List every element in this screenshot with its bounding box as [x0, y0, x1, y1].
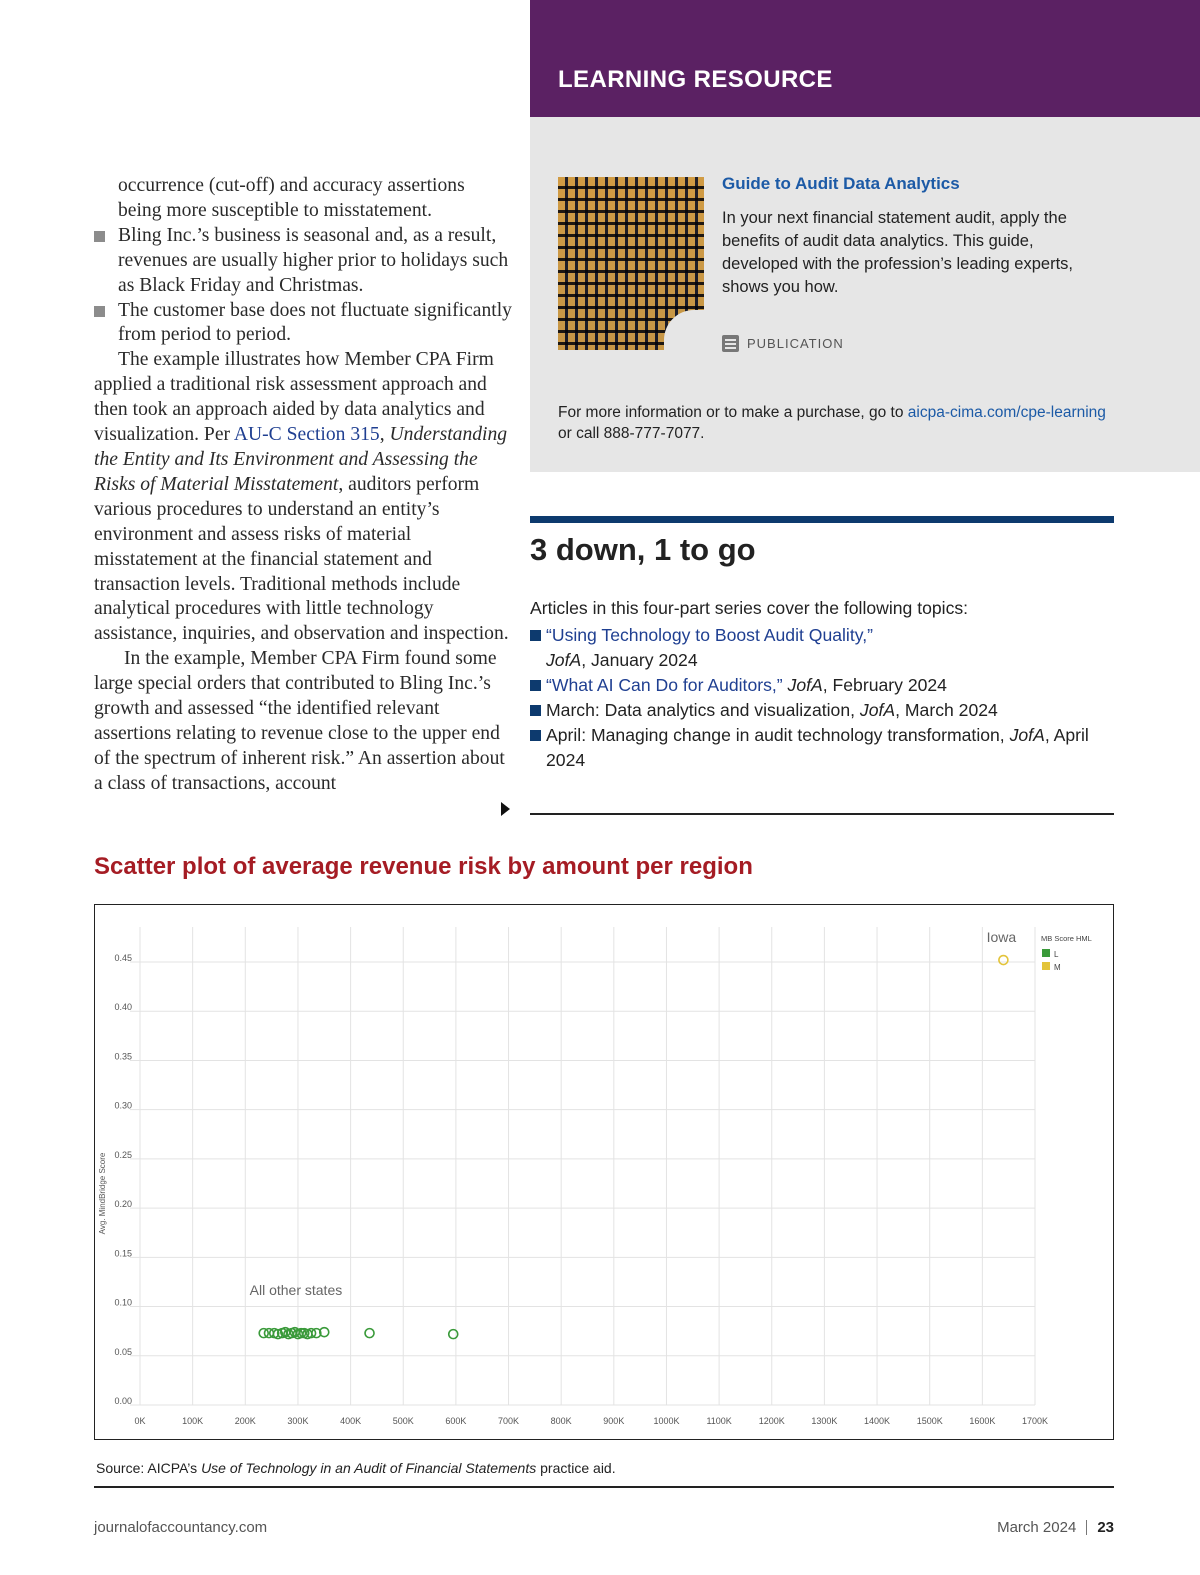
series-item — [530, 623, 1114, 673]
bullet-square-icon — [94, 306, 105, 317]
data-point-m — [999, 956, 1008, 965]
chart-heading: Scatter plot of average revenue risk by amount per region — [94, 853, 753, 880]
bullet-item — [94, 299, 512, 349]
resource-description: In your next financial statement audit, apply the benefits of audit data analytics. This guide, developed with the profession’s leading experts, shows you how. — [722, 209, 1074, 296]
resource-type-label: PUBLICATION — [747, 336, 844, 351]
x-tick-label: 1200K — [758, 1416, 785, 1426]
resource-title-link[interactable]: Guide to Audit Data Analytics — [722, 174, 960, 193]
x-tick-label: 1300K — [811, 1416, 838, 1426]
x-tick-label: 800K — [550, 1416, 572, 1426]
source-text: Source: AICPA’s — [96, 1460, 202, 1476]
legend-title: MB Score HML — [1041, 934, 1092, 943]
series-item — [530, 698, 1114, 723]
bullet-square-icon — [530, 705, 541, 716]
x-tick-label: 300K — [287, 1416, 309, 1426]
x-tick-label: 0K — [134, 1416, 146, 1426]
paragraph-text: The example illustrates how Member CPA Firm applied a traditional risk assessment approach and then took an approach aided by data analytics and visualization. Per — [94, 349, 494, 446]
journal-name: JofA — [1009, 725, 1045, 745]
y-tick-label: 0.45 — [114, 953, 132, 963]
paragraph: In the example, Member CPA Firm found some large special orders that contributed to Bling Inc.’s growth and assessed “the identified relevant assertions relating to revenue close to the upper end of the spectrum of inherent risk.” An assertion about a class of transactions, account — [94, 648, 505, 794]
y-tick-label: 0.15 — [114, 1248, 132, 1259]
journal-name: JofA — [859, 700, 896, 720]
bullet-text: The customer base does not fluctuate significantly from period to period. — [118, 299, 512, 346]
x-tick-label: 1700K — [1021, 1416, 1049, 1426]
x-tick-label: 1500K — [916, 1416, 943, 1426]
x-tick-label: 100K — [182, 1416, 204, 1426]
bullet-square-icon — [530, 730, 541, 741]
series-topic: April: Managing change in audit technology transformation, — [546, 725, 1010, 745]
annotation-iowa: Iowa — [986, 929, 1017, 946]
journal-name: JofA — [787, 675, 823, 695]
paragraph — [94, 348, 512, 647]
y-tick-label: 0.40 — [114, 1002, 132, 1013]
y-tick-label: 0.05 — [114, 1346, 132, 1357]
series-title: 3 down, 1 to go — [530, 532, 756, 567]
document-icon — [722, 335, 739, 352]
x-tick-label: 1400K — [864, 1416, 891, 1426]
series-item — [530, 723, 1114, 773]
series-topic: March: Data analytics and visualization, — [546, 700, 860, 720]
source-rule — [94, 1486, 1114, 1488]
x-tick-label: 1000K — [653, 1416, 680, 1426]
publication-cover-image[interactable] — [558, 177, 704, 350]
footer-page-info — [997, 1519, 1114, 1536]
series-list — [530, 623, 1114, 773]
x-tick-label: 400K — [340, 1416, 362, 1426]
bullet-square-icon — [94, 231, 105, 242]
learning-resource-box — [530, 117, 1200, 472]
x-tick-label: 1100K — [706, 1416, 732, 1426]
footer-divider — [1086, 1520, 1087, 1535]
scatter-plot-svg — [95, 905, 1112, 1438]
footer-site[interactable]: journalofaccountancy.com — [94, 1519, 268, 1536]
learning-resource-label: LEARNING RESOURCE — [558, 66, 833, 93]
y-tick-label: 0.20 — [114, 1199, 132, 1210]
series-date: , February 2024 — [822, 675, 947, 695]
article-link-ai[interactable]: “What AI Can Do for Auditors,” — [546, 675, 783, 695]
data-point-l — [449, 1330, 458, 1339]
bullet-square-icon — [530, 630, 541, 641]
y-tick-label: 0.30 — [114, 1100, 132, 1111]
y-axis-label: Avg. MindBridge Score — [98, 1152, 107, 1235]
y-tick-label: 0.35 — [114, 1051, 132, 1062]
au-c-section-link[interactable]: AU-C Section 315 — [233, 424, 380, 446]
legend-swatch-l — [1042, 949, 1050, 957]
article-body — [94, 174, 512, 797]
series-date: , March 2024 — [895, 700, 998, 720]
y-tick-label: 0.00 — [114, 1396, 132, 1406]
legend-swatch-m — [1042, 962, 1050, 970]
source-text: practice aid. — [536, 1460, 616, 1476]
annotation-other-states: All other states — [249, 1282, 343, 1299]
bullet-square-icon — [530, 680, 541, 691]
x-tick-label: 900K — [603, 1416, 625, 1426]
resource-type — [722, 335, 844, 352]
y-tick-label: 0.25 — [114, 1149, 132, 1160]
source-title: Use of Technology in an Audit of Financial Statements — [201, 1460, 537, 1476]
continue-arrow-icon — [501, 802, 510, 816]
paragraph-text: , — [379, 424, 390, 446]
page-number: 23 — [1097, 1519, 1114, 1536]
data-point-l — [365, 1329, 374, 1338]
chart-source — [96, 1460, 616, 1476]
article-link-technology[interactable]: “Using Technology to Boost Audit Quality,” — [546, 625, 873, 645]
series-top-rule — [530, 516, 1114, 523]
x-tick-label: 500K — [392, 1416, 414, 1426]
journal-name: JofA — [546, 650, 582, 670]
standard-title: Understanding the Entity and Its Environment and Assessing the Risks of Material Misstatement — [94, 424, 508, 495]
legend-label-m: M — [1054, 963, 1061, 972]
bullet-item — [94, 224, 512, 299]
x-tick-label: 700K — [498, 1416, 520, 1426]
legend-label-l: L — [1054, 950, 1059, 959]
bullet-text: Bling Inc.’s business is seasonal and, as a result, revenues are usually higher prior to holidays such as Black Friday and Christmas. — [118, 224, 509, 296]
series-item — [530, 673, 1114, 698]
phone-info: or call 888-777-7077. — [558, 425, 705, 442]
x-tick-label: 1600K — [969, 1416, 996, 1426]
purchase-info-text: For more information or to make a purchase, go to — [558, 404, 908, 421]
paragraph-text: , auditors perform various procedures to understand an entity’s environment and assess risks of material misstatement at the financial statement and transaction levels. Traditional methods include analytical procedures with little technology assistance, inquiries, and observation and inspection. — [94, 473, 509, 645]
series-date: , January 2024 — [581, 650, 698, 670]
purchase-info — [558, 402, 1158, 444]
scatter-chart — [94, 904, 1114, 1440]
learning-resource-header — [530, 0, 1200, 117]
series-date: , April 2024 — [546, 725, 1089, 770]
y-tick-label: 0.10 — [114, 1297, 132, 1308]
issue-date: March 2024 — [997, 1519, 1077, 1536]
x-tick-label: 200K — [234, 1416, 256, 1426]
series-bottom-rule — [530, 813, 1114, 815]
cpe-learning-link[interactable]: aicpa-cima.com/cpe-learning — [907, 404, 1106, 421]
x-tick-label: 600K — [445, 1416, 467, 1426]
series-intro: Articles in this four-part series cover the following topics: — [530, 598, 969, 618]
body-text-continuation: occurrence (cut-off) and accuracy assertions being more susceptible to misstatement. — [118, 175, 465, 221]
